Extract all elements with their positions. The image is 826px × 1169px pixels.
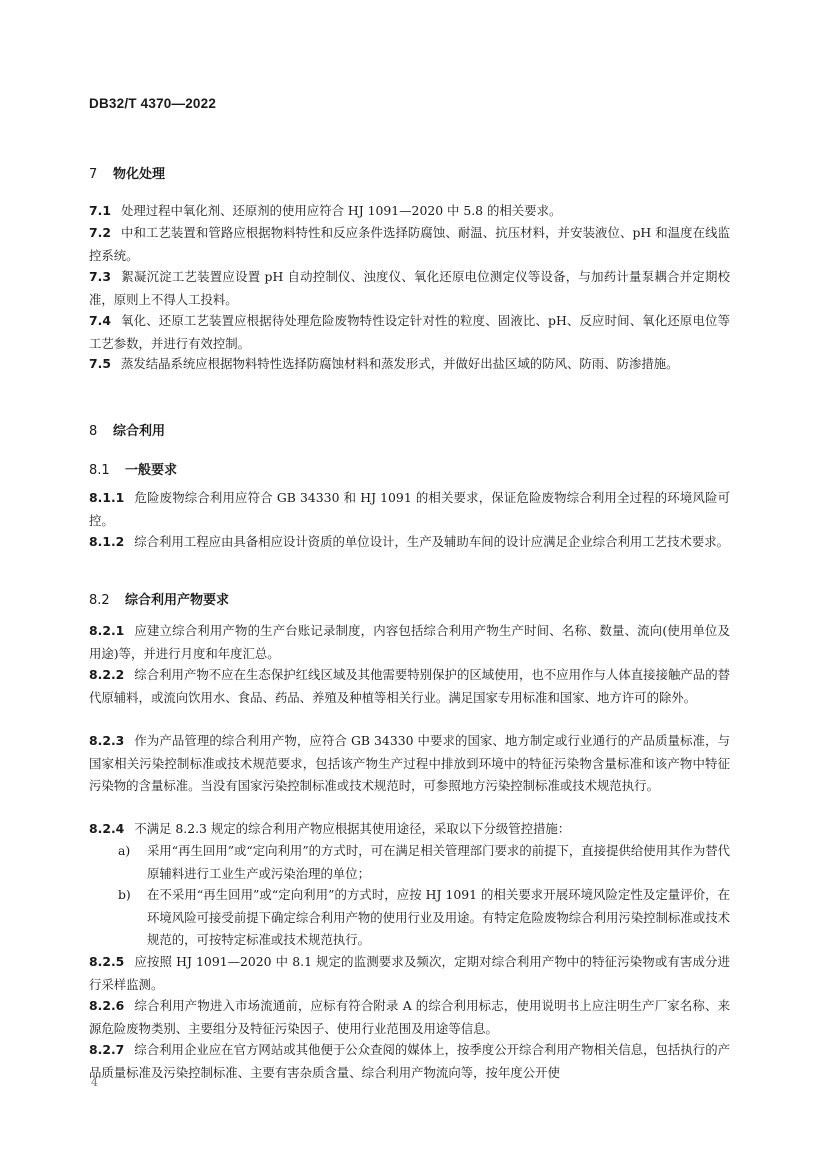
clause-8-2-4: 8.2.4 不满足 8.2.3 规定的综合利用产物应根据其使用途径，采取以下分级管控措施： [89, 821, 571, 836]
clause-8-2-6: 8.2.6 综合利用产物进入市场流通前，应标有符合附录 A 的综合利用标志，使用说明书上应注明生产厂家名称、来源危险废物类别、主要组分及特征污染因子、使用行业范围及用途等信息。 [89, 998, 730, 1036]
subsection-title: 综合利用产物要求 [125, 593, 230, 608]
section-number: 8 [89, 424, 98, 439]
clause-8-2-2: 8.2.2 综合利用产物不应在生态保护红线区域及其他需要特别保护的区域使用，也不应用作与人体直接接触产品的替代原辅料，或流向饮用水、食品、药品、养殖及种植等相关行业。满足国家专用标准和国家、地方许可的除外。 [89, 667, 730, 705]
clause-7-5: 7.5 蒸发结晶系统应根据物料特性选择防腐蚀材料和蒸发形式，并做好出盐区域的防风、防雨、防渗措施。 [89, 356, 679, 371]
list-item-a: a) 采用“再生回用”或“定向利用”的方式时，可在满足相关管理部门要求的前提下，直接提供给使用其作为替代原辅料进行工业生产或污染治理的单位； [118, 840, 730, 885]
subsection-number: 8.2 [89, 593, 110, 608]
page-number: 4 [91, 1076, 98, 1089]
clause-7-4: 7.4 氧化、还原工艺装置应根据待处理危险废物特性设定针对性的粒度、固液比、pH、反应时间、氧化还原电位等工艺参数，并进行有效控制。 [89, 313, 730, 351]
clause-7-3: 7.3 絮凝沉淀工艺装置应设置 pH 自动控制仪、浊度仪、氧化还原电位测定仪等设备，与加药计量泵耦合并定期校准，原则上不得人工投料。 [89, 269, 730, 307]
clause-7-2: 7.2 中和工艺装置和管路应根据物料特性和反应条件选择防腐蚀、耐温、抗压材料，并安装液位、pH 和温度在线监控系统。 [89, 225, 730, 263]
section-number: 7 [89, 167, 98, 182]
clause-8-2-5: 8.2.5 应按照 HJ 1091—2020 中 8.1 规定的监测要求及频次，定期对综合利用产物中的特征污染物或有害成分进行采样监测。 [89, 954, 730, 992]
section-7-heading [89, 163, 165, 182]
document-code-header: DB32/T 4370—2022 [89, 96, 217, 111]
section-title: 综合利用 [113, 424, 166, 439]
clause-7-1: 7.1 处理过程中氧化剂、还原剂的使用应符合 HJ 1091—2020 中 5.8 的相关要求。 [89, 203, 562, 218]
section-8-heading [89, 420, 165, 439]
list-marker: b) [118, 887, 131, 902]
clause-8-2-7: 8.2.7 综合利用企业应在官方网站或其他便于公众查阅的媒体上，按季度公开综合利用产物相关信息，包括执行的产品质量标准及污染控制标准、主要有害杂质含量、综合利用产物流向等，按年度公开使 [89, 1042, 730, 1080]
clause-8-2-1: 8.2.1 应建立综合利用产物的生产台账记录制度，内容包括综合利用产物生产时间、名称、数量、流向(使用单位及用途)等，并进行月度和年度汇总。 [89, 623, 730, 661]
list-marker: a) [118, 843, 131, 858]
list-item-b: b) 在不采用“再生回用”或“定向利用”的方式时，应按 HJ 1091 的相关要求开展环境风险定性及定量评价，在环境风险可接受前提下确定综合利用产物的使用行业及用途。有特定危险废物综合利用污染控制标准或技术规范的，可按特定标准或技术规范执行。 [118, 884, 730, 952]
section-title: 物化处理 [113, 167, 166, 182]
section-8-1-heading [89, 459, 177, 478]
subsection-number: 8.1 [89, 463, 110, 478]
clause-8-1-1: 8.1.1 危险废物综合利用应符合 GB 34330 和 HJ 1091 的相关要求，保证危险废物综合利用全过程的环境风险可控。 [89, 490, 730, 528]
clause-8-1-2: 8.1.2 综合利用工程应由具备相应设计资质的单位设计，生产及辅助车间的设计应满足企业综合利用工艺技术要求。 [89, 534, 730, 549]
clause-8-2-3: 8.2.3 作为产品管理的综合利用产物，应符合 GB 34330 中要求的国家、地方制定或行业通行的产品质量标准，与国家相关污染控制标准或技术规范要求，包括该产物生产过程中排放到环境中的特征污染物含量标准和该产物中特征污染物的含量标准。当没有国家污染控制标准或技术规范时，可参照地方污染控制标准或技术规范执行。 [89, 733, 730, 793]
section-8-2-heading [89, 589, 229, 608]
subsection-title: 一般要求 [125, 463, 178, 478]
